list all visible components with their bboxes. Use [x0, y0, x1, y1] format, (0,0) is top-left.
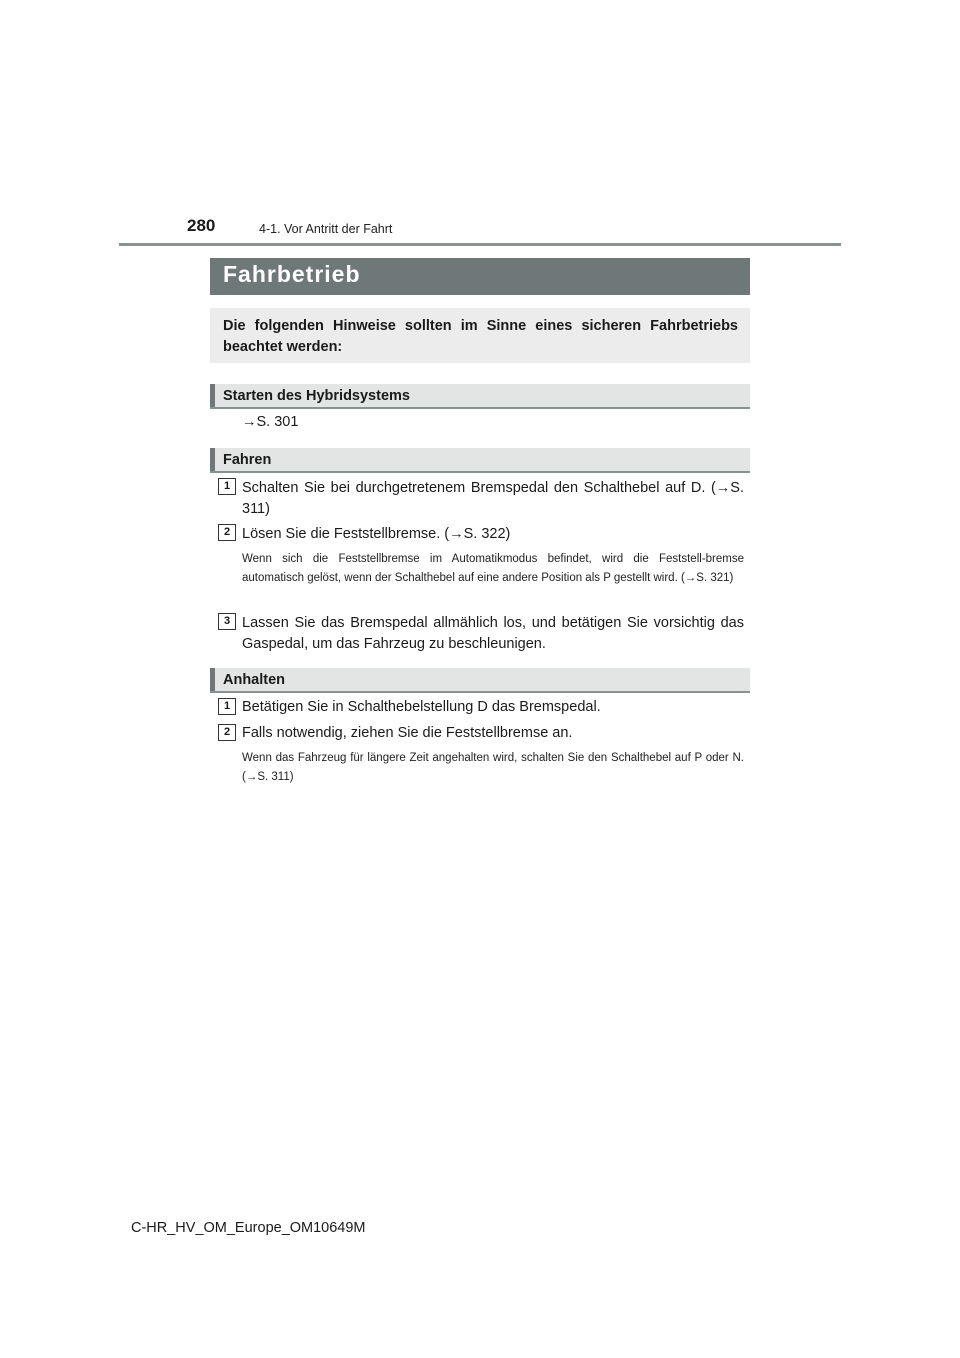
footer-doc-id: C-HR_HV_OM_Europe_OM10649M	[131, 1220, 366, 1236]
page-title: Fahrbetrieb	[210, 258, 750, 295]
step-badge: 1	[218, 698, 236, 715]
step-text: Lassen Sie das Bremspedal allmählich los, und betätigen Sie vorsichtig das Gaspedal, um das Fahrzeug zu beschleunigen.	[242, 615, 744, 652]
step-text: Falls notwendig, ziehen Sie die Feststellbremse an.	[242, 725, 573, 741]
step-badge: 2	[218, 724, 236, 741]
note-text: Wenn das Fahrzeug für längere Zeit angehalten wird, schalten Sie den Schalthebel auf P oder N. (→S. 311)	[242, 752, 744, 783]
step-text: Lösen Sie die Feststellbremse. (→S. 322)	[242, 526, 511, 542]
section-path: 4-1. Vor Antritt der Fahrt	[259, 222, 393, 236]
heading-stopping: Anhalten	[210, 668, 750, 693]
step-text: Betätigen Sie in Schalthebelstellung D das Bremspedal.	[242, 699, 601, 715]
note-text: Wenn sich die Feststellbremse im Automatikmodus befindet, wird die Feststell-bremse automatisch gelöst, wenn der Schalthebel auf eine andere Position als P gestellt wird. (→S. 321)	[242, 553, 744, 584]
step-badge: 1	[218, 478, 236, 495]
heading-driving: Fahren	[210, 448, 750, 473]
step-badge: 2	[218, 524, 236, 541]
page-reference[interactable]: →S. 301	[242, 414, 299, 430]
step-text: Schalten Sie bei durchgetretenem Bremspedal den Schalthebel auf D. (→S. 311)	[242, 480, 744, 517]
header-rule	[119, 243, 841, 246]
heading-starting-hybrid: Starten des Hybridsystems	[210, 384, 750, 409]
step-badge: 3	[218, 613, 236, 630]
intro-box: Die folgenden Hinweise sollten im Sinne eines sicheren Fahrbetriebs beachtet werden:	[210, 308, 750, 363]
page-number: 280	[187, 216, 216, 235]
